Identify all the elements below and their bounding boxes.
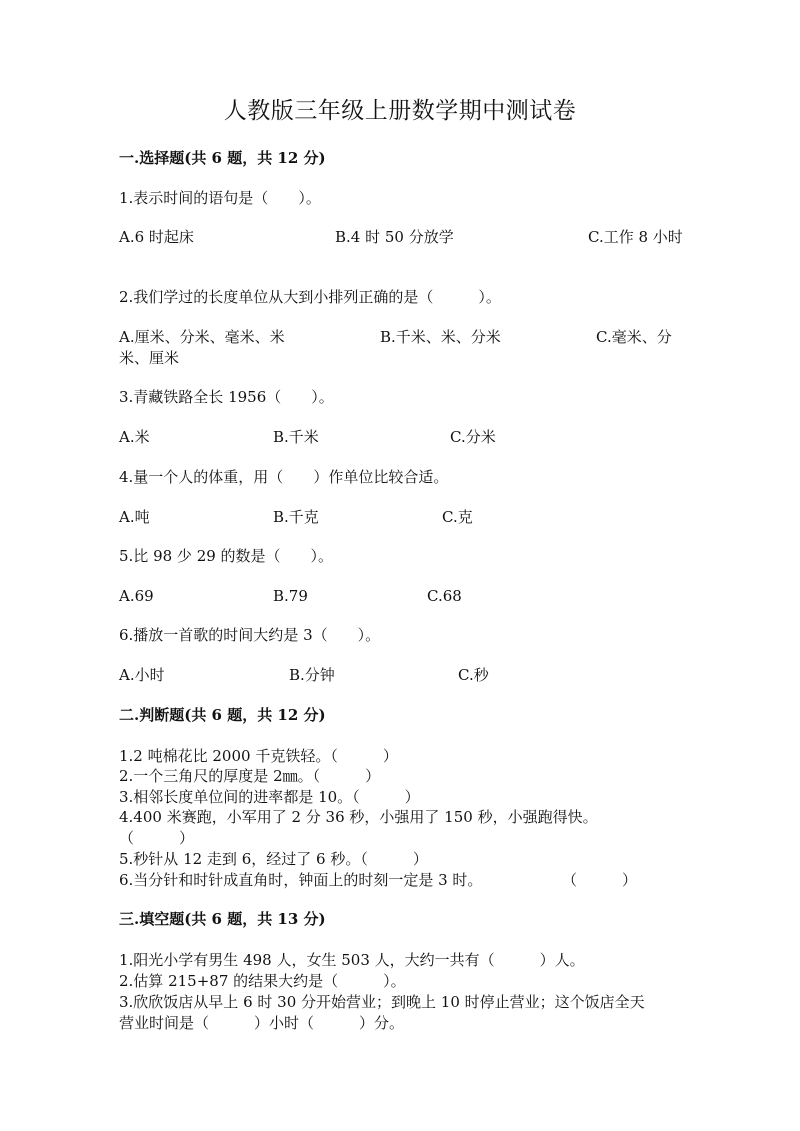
option-2b: B.千米、米、分米 [380,328,501,346]
option-1b: B.4 时 50 分放学 [335,228,454,246]
question-1: 1.表示时间的语句是（ ）。 [119,189,321,207]
option-6c: C.秒 [458,666,489,684]
judgement-item: 6.当分针和时针成直角时，钟面上的时刻一定是 3 时。 [119,871,483,889]
option-5a: A.69 [119,587,154,605]
option-6b: B.分钟 [289,666,335,684]
option-3c: C.分米 [450,428,496,446]
judgement-item: 2.一个三角尺的厚度是 2㎜。（ ） [119,767,381,785]
judgement-item: 4.400 米赛跑，小军用了 2 分 36 秒，小强用了 150 秒，小强跑得快。 [119,808,598,826]
option-3b: B.千米 [273,428,319,446]
option-1a: A.6 时起床 [119,228,194,246]
fill-blank-item: 营业时间是（ ）小时（ ）分。 [119,1014,405,1032]
section-heading-fill-blank: 三.填空题(共 6 题，共 13 分) [119,910,326,928]
fill-blank-item: 3.欣欣饭店从早上 6 时 30 分开始营业；到晚上 10 时停止营业；这个饭店全天 [119,993,645,1011]
option-2a: A.厘米、分米、毫米、米 [119,328,285,346]
option-4a: A.吨 [119,508,150,526]
option-1c: C.工作 8 小时 [588,228,683,246]
option-4c: C.克 [442,508,473,526]
option-2c: C.毫米、分米、厘米 [119,328,672,367]
option-3a: A.米 [119,428,150,446]
section-heading-choice: 一.选择题(共 6 题，共 12 分) [119,149,326,167]
question-4: 4.量一个人的体重，用（ ）作单位比较合适。 [119,468,449,486]
option-4b: B.千克 [273,508,319,526]
judgement-item-blank: （ ） [562,871,638,889]
question-3: 3.青藏铁路全长 1956（ ）。 [119,388,334,406]
judgement-item: 3.相邻长度单位间的进率都是 10。（ ） [119,788,420,806]
judgement-item: 5.秒针从 12 走到 6，经过了 6 秒。（ ） [119,850,428,868]
option-5c: C.68 [427,587,462,605]
fill-blank-item: 2.估算 215+87 的结果大约是（ ）。 [119,972,406,990]
question-2: 2.我们学过的长度单位从大到小排列正确的是（ ）。 [119,288,501,306]
judgement-item-blank: （ ） [119,829,195,847]
question-5: 5.比 98 少 29 的数是（ ）。 [119,547,334,565]
page-title: 人教版三年级上册数学期中测试卷 [223,98,577,124]
fill-blank-item: 1.阳光小学有男生 498 人，女生 503 人，大约一共有（ ）人。 [119,951,585,969]
option-5b: B.79 [273,587,308,605]
judgement-item: 1.2 吨棉花比 2000 千克铁轻。（ ） [119,747,398,765]
option-6a: A.小时 [119,666,165,684]
question-6: 6.播放一首歌的时间大约是 3（ ）。 [119,626,381,644]
section-heading-judgement: 二.判断题(共 6 题，共 12 分) [119,706,326,724]
